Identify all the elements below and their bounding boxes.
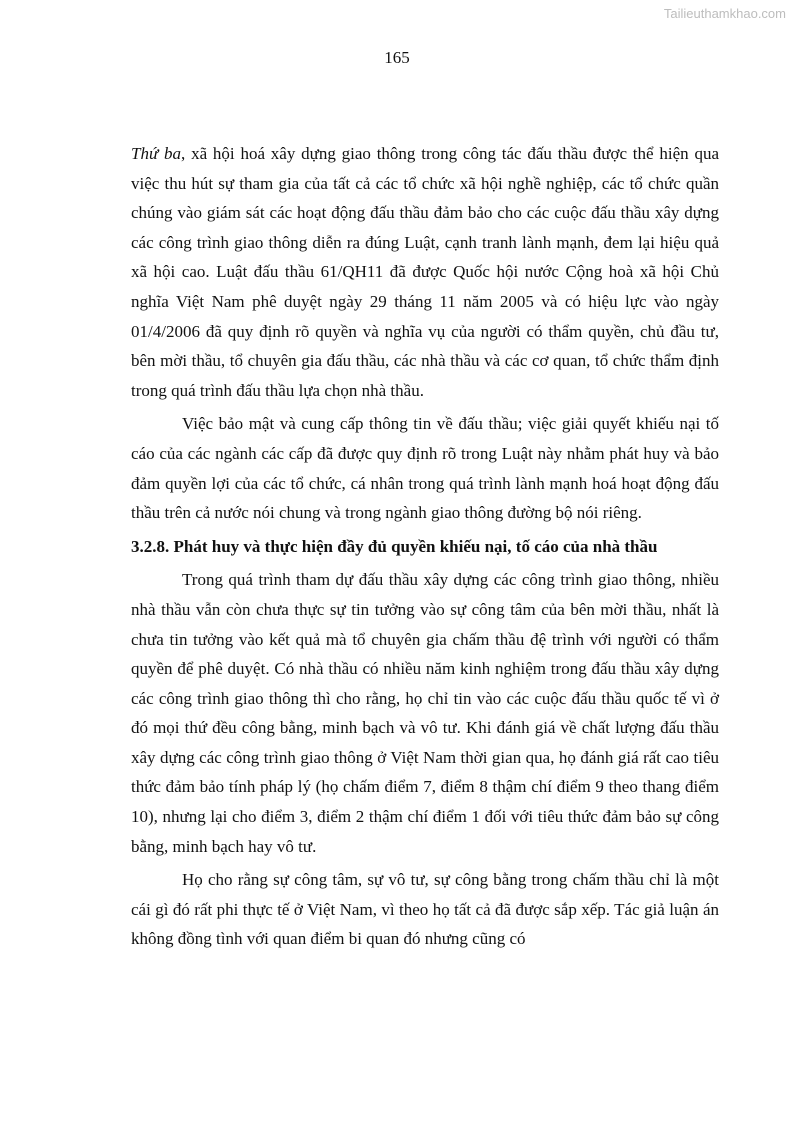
paragraph-4: Họ cho rằng sự công tâm, sự vô tư, sự công bằng trong chấm thầu chỉ là một cái gì đó rất phi thực tế ở Việt Nam, vì theo họ tất cả đã được sắp xếp. Tác giả luận án không đồng tình với quan điểm bi quan đó nhưng cũng có — [131, 870, 719, 949]
paragraph-1-lead: Thứ ba — [131, 144, 182, 163]
paragraph-1 — [131, 139, 719, 405]
paragraph-3: Trong quá trình tham dự đấu thầu xây dựng các công trình giao thông, nhiều nhà thầu vẫn còn chưa thực sự tin tưởng vào sự công tâm của bên mời thầu, nhất là chưa tin tưởng vào kết quả mà tổ chuyên gia chấm thầu đệ trình với người có thẩm quyền để phê duyệt. Có nhà thầu có nhiều năm kinh nghiệm trong đấu thầu xây dựng các công trình giao thông thì cho rằng, họ chỉ tin vào các cuộc đấu thầu quốc tế vì ở đó mọi thứ đều công bằng, minh bạch và vô tư. Khi đánh giá về chất lượng đấu thầu xây dựng các công trình giao thông ở Việt Nam thời gian qua, họ đánh giá rất cao tiêu thức đảm bảo tính pháp lý (họ chấm điểm 7, điểm 8 thậm chí điểm 9 theo thang điểm 10), nhưng lại cho điểm 3, điểm 2 thậm chí điểm 1 đối với tiêu thức đảm bảo sự công bằng, minh bạch hay vô tư. — [131, 570, 719, 856]
paragraph-2: Việc bảo mật và cung cấp thông tin về đấu thầu; việc giải quyết khiếu nại tố cáo của các ngành các cấp đã được quy định rõ trong Luật này nhằm phát huy và bảo đảm quyền lợi của các tổ chức, cá nhân trong quá trình lành mạnh hoá hoạt động đấu thầu trên cả nước nói chung và trong ngành giao thông đường bộ nói riêng. — [131, 414, 719, 523]
page-number: 165 — [384, 48, 410, 67]
document-body — [131, 139, 719, 958]
paragraph-1-text: , xã hội hoá xây dựng giao thông trong công tác đấu thầu được thể hiện qua việc thu hút sự tham gia của tất cả các tổ chức xã hội nghề nghiệp, các tổ chức quần chúng vào giám sát các hoạt động đấu thầu đảm bảo cho các cuộc đấu thầu xây dựng các công trình giao thông diễn ra đúng Luật, cạnh tranh lành mạnh, đem lại hiệu quả xã hội cao. Luật đấu thầu 61/QH11 đã được Quốc hội nước Cộng hoà xã hội Chủ nghĩa Việt Nam phê duyệt ngày 29 tháng 11 năm 2005 và có hiệu lực vào ngày 01/4/2006 đã quy định rõ quyền và nghĩa vụ của người có thẩm quyền, chủ đầu tư, bên mời thầu, tổ chuyên gia đấu thầu, các nhà thầu và các cơ quan, tổ chức thẩm định trong quá trình đấu thầu lựa chọn nhà thầu. — [131, 144, 719, 400]
section-heading: 3.2.8. Phát huy và thực hiện đầy đủ quyền khiếu nại, tố cáo của nhà thầu — [131, 536, 658, 556]
watermark: Tailieuthamkhao.com — [663, 6, 786, 21]
